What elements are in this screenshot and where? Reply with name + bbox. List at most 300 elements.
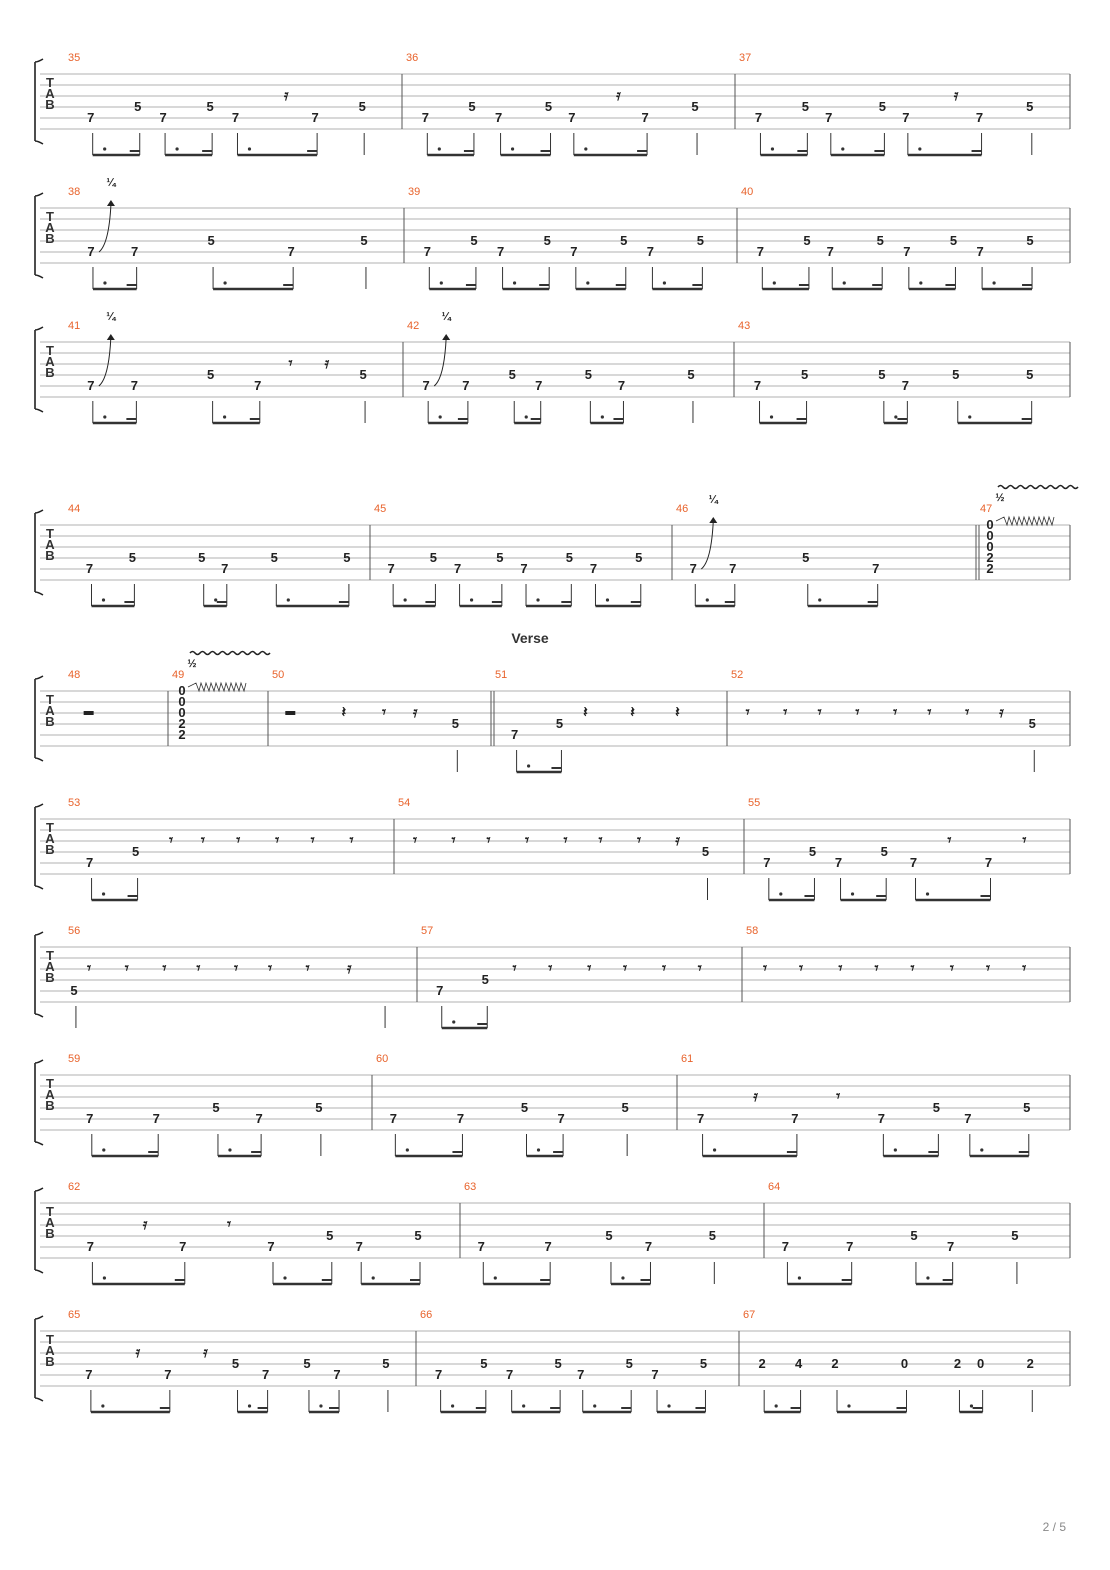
eighth-rest-icon: 𝄾	[910, 959, 915, 977]
eighth-rest-icon: 𝄾	[349, 831, 354, 849]
fret-number: 7	[641, 110, 649, 125]
fret-number: 5	[808, 844, 817, 859]
measure-40	[737, 208, 1032, 289]
measure-number: 38	[68, 186, 81, 198]
eighth-rest-icon: 𝄾	[927, 703, 932, 721]
fret-number: 5	[326, 1228, 334, 1243]
fret-number: 7	[568, 110, 576, 125]
eighth-rest-icon: 𝄾	[275, 831, 280, 849]
system-bracket	[35, 804, 43, 889]
fret-number: 5	[800, 367, 809, 382]
measure-44	[92, 584, 349, 606]
bend-label: ¼	[106, 177, 116, 189]
fret-number: 5	[1028, 716, 1036, 731]
tab-clef-letter: B	[45, 365, 55, 380]
fret-number: 5	[565, 550, 573, 565]
bend-curve	[701, 521, 713, 569]
fret-number: 7	[422, 378, 430, 393]
staff-system-3	[35, 327, 1070, 423]
eighth-rest-icon: 𝄾	[548, 959, 553, 977]
measure-50	[268, 691, 457, 772]
system-bracket	[35, 1316, 43, 1401]
eighth-rest-icon: 𝄾	[227, 1215, 231, 1233]
dot-icon	[522, 1404, 525, 1407]
bend-label: ½	[995, 492, 1005, 504]
dot-icon	[372, 1276, 375, 1279]
measure-48	[84, 711, 94, 715]
dot-icon	[214, 598, 217, 601]
eighth-rest-icon: 𝄾	[874, 959, 879, 977]
quarter-rest-icon: 𝄽	[630, 703, 635, 721]
dot-icon	[621, 1276, 624, 1279]
measure-67	[739, 1331, 1032, 1412]
fret-number: 5	[134, 99, 142, 114]
chord-fret: 0	[178, 705, 186, 720]
tab-clef-letter: A	[45, 220, 55, 235]
system-bracket	[35, 1188, 43, 1273]
dot-icon	[926, 892, 929, 895]
measure-number: 67	[743, 1309, 756, 1321]
vibrato-icon	[190, 652, 270, 655]
fret-number: 7	[164, 1367, 172, 1382]
dot-icon	[775, 1404, 778, 1407]
dot-icon	[663, 281, 666, 284]
staff-system-4	[35, 486, 1078, 607]
dot-icon	[798, 1276, 801, 1279]
dot-icon	[248, 1404, 251, 1407]
measure-58	[742, 947, 1026, 1002]
dot-icon	[102, 598, 105, 601]
fret-number: 7	[496, 244, 505, 259]
dot-icon	[223, 281, 226, 284]
sixteenth-rest-icon: 𝄿	[203, 1343, 208, 1361]
chord-fret: 0	[178, 683, 186, 698]
fret-number: 5	[621, 1100, 629, 1115]
dot-icon	[406, 1148, 409, 1151]
fret-number: 7	[462, 378, 470, 393]
fret-number: 7	[644, 1239, 653, 1254]
dot-icon	[843, 281, 846, 284]
fret-number: 2	[831, 1356, 839, 1371]
fret-number: 5	[802, 550, 810, 565]
measure-51	[491, 691, 680, 772]
fret-number: 5	[876, 233, 884, 248]
sixteenth-rest-icon: 𝄿	[675, 831, 680, 849]
fret-number: 7	[87, 244, 95, 259]
measure-number: 66	[420, 1309, 433, 1321]
fret-number: 7	[387, 561, 395, 576]
eighth-rest-icon: 𝄾	[986, 959, 990, 977]
dot-icon	[713, 1148, 716, 1151]
measure-number: 44	[68, 503, 81, 515]
tab-clef-letter: A	[45, 959, 55, 974]
tab-clef-letter: A	[45, 1343, 55, 1358]
tab-clef-letter: T	[46, 75, 54, 90]
tab-clef-letter: B	[45, 842, 55, 857]
measure-number: 50	[272, 669, 285, 681]
fret-number: 5	[1026, 233, 1034, 248]
bend-curve	[434, 338, 446, 386]
measure-number: 51	[495, 669, 508, 681]
dot-icon	[918, 147, 921, 150]
fret-number: 5	[315, 1100, 323, 1115]
fret-number: 7	[964, 1111, 972, 1126]
eighth-rest-icon: 𝄾	[745, 703, 750, 721]
fret-number: 7	[689, 561, 697, 576]
fret-number: 5	[701, 844, 710, 859]
fret-number: 5	[691, 99, 699, 114]
tab-clef-letter: T	[46, 1204, 54, 1219]
tab-clef-letter: T	[46, 209, 54, 224]
fret-number: 7	[255, 1111, 263, 1126]
vibrato-icon	[998, 486, 1078, 489]
fret-number: 7	[85, 855, 94, 870]
eighth-rest-icon: 𝄾	[381, 703, 386, 721]
eighth-rest-icon: 𝄾	[267, 959, 272, 977]
fret-number: 5	[880, 844, 888, 859]
bend-label: ¼	[441, 311, 451, 323]
fret-number: 5	[481, 972, 489, 987]
fret-number: 7	[389, 1111, 397, 1126]
tab-clef-letter: A	[45, 1215, 55, 1230]
tab-clef-letter: A	[45, 831, 55, 846]
eighth-rest-icon: 𝄾	[697, 959, 702, 977]
fret-number: 7	[825, 110, 833, 125]
dot-icon	[894, 415, 897, 418]
dot-icon	[970, 1404, 973, 1407]
measure-number: 56	[68, 925, 81, 937]
fret-number: 5	[952, 367, 960, 382]
measure-36	[402, 74, 697, 155]
fret-number: 7	[254, 378, 262, 393]
measure-42	[403, 334, 693, 423]
tab-clef-letter: A	[45, 537, 55, 552]
fret-number: 7	[756, 244, 764, 259]
dot-icon	[926, 1276, 929, 1279]
tab-clef-letter: B	[45, 1098, 55, 1113]
fret-number: 7	[984, 855, 993, 870]
eighth-rest-icon: 𝄾	[587, 959, 592, 977]
fret-number: 5	[932, 1100, 940, 1115]
fret-number: 5	[1011, 1228, 1019, 1243]
measure-number: 54	[398, 797, 411, 809]
dot-icon	[771, 147, 774, 150]
dot-icon	[606, 598, 609, 601]
measure-45	[370, 525, 641, 606]
measure-number: 64	[768, 1181, 781, 1193]
eighth-rest-icon: 𝄾	[486, 831, 491, 849]
fret-number: 7	[902, 110, 910, 125]
fret-number: 7	[557, 1111, 565, 1126]
chord-fret: 2	[986, 561, 994, 576]
chord-fret: 0	[178, 694, 186, 709]
sixteenth-rest-icon: 𝄿	[135, 1343, 141, 1361]
eighth-rest-icon: 𝄾	[637, 831, 641, 849]
dot-icon	[992, 281, 995, 284]
fret-number: 5	[878, 99, 887, 114]
dot-icon	[102, 1148, 105, 1151]
tab-clef-letter: A	[45, 1087, 55, 1102]
fret-number: 7	[86, 1111, 94, 1126]
dot-icon	[513, 281, 516, 284]
eighth-rest-icon: 𝄾	[200, 831, 205, 849]
section-label: Verse	[511, 630, 549, 646]
measure-number: 36	[406, 52, 419, 64]
fret-number: 7	[909, 855, 918, 870]
eighth-rest-icon: 𝄾	[838, 959, 843, 977]
chord-fret: 0	[986, 539, 994, 554]
dot-icon	[779, 892, 782, 895]
dot-icon	[103, 415, 106, 418]
dot-icon	[586, 281, 589, 284]
dot-icon	[584, 147, 587, 150]
fret-number: 7	[544, 1239, 552, 1254]
eighth-rest-icon: 𝄾	[623, 959, 627, 977]
fret-number: 5	[1026, 99, 1034, 114]
bend-label: ½	[187, 658, 197, 670]
fret-number: 5	[544, 99, 553, 114]
staff-system-6	[35, 804, 1070, 900]
sixteenth-rest-icon: 𝄿	[412, 703, 418, 721]
fret-number: 5	[496, 550, 504, 565]
fret-number: 7	[152, 1111, 160, 1126]
measure-number: 61	[681, 1053, 694, 1065]
eighth-rest-icon: 𝄾	[451, 831, 456, 849]
fret-number: 7	[131, 244, 139, 259]
measure-number: 39	[408, 186, 421, 198]
tab-clef-letter: T	[46, 343, 54, 358]
dot-icon	[175, 147, 178, 150]
eighth-rest-icon: 𝄾	[168, 831, 173, 849]
eighth-rest-icon: 𝄾	[947, 831, 952, 849]
chord-fret: 2	[178, 716, 186, 731]
fret-number: 5	[584, 367, 592, 382]
fret-number: 7	[221, 561, 229, 576]
fret-number: 5	[231, 1356, 240, 1371]
eighth-rest-icon: 𝄾	[965, 703, 970, 721]
fret-number: 7	[763, 855, 771, 870]
fret-number: 7	[453, 561, 462, 576]
eighth-rest-icon: 𝄾	[762, 959, 767, 977]
eighth-rest-icon: 𝄾	[836, 1087, 841, 1105]
eighth-rest-icon: 𝄾	[512, 959, 517, 977]
tab-clef-letter: B	[45, 1354, 55, 1369]
system-bracket	[35, 1060, 43, 1145]
measure-57	[417, 947, 702, 1028]
fret-number: 7	[421, 110, 429, 125]
dot-icon	[319, 1404, 322, 1407]
chord-fret: 0	[986, 528, 994, 543]
fret-number: 7	[791, 1111, 799, 1126]
dot-icon	[404, 598, 407, 601]
fret-number: 7	[456, 1111, 465, 1126]
dot-icon	[511, 147, 514, 150]
dot-icon	[706, 598, 709, 601]
measure-46	[672, 517, 878, 606]
bend-curve	[99, 338, 111, 386]
eighth-rest-icon: 𝄾	[196, 959, 201, 977]
fret-number: 7	[130, 378, 138, 393]
chord-fret: 0	[986, 517, 994, 532]
fret-number: 7	[646, 244, 655, 259]
fret-number: 0	[977, 1356, 985, 1371]
system-bracket	[35, 676, 43, 761]
measure-number: 65	[68, 1309, 81, 1321]
fret-number: 5	[696, 233, 704, 248]
eighth-rest-icon: 𝄾	[662, 959, 666, 977]
fret-number: 5	[207, 233, 215, 248]
tab-clef-letter: B	[45, 231, 55, 246]
eighth-rest-icon: 𝄾	[310, 831, 315, 849]
dot-icon	[919, 281, 922, 284]
fret-number: 5	[910, 1228, 918, 1243]
measure-37	[735, 74, 1032, 155]
fret-number: 5	[343, 550, 351, 565]
fret-number: 7	[85, 561, 94, 576]
measure-59	[92, 1134, 321, 1156]
fret-number: 5	[555, 716, 564, 731]
fret-number: 7	[877, 1111, 885, 1126]
dot-icon	[283, 1276, 286, 1279]
eighth-rest-icon: 𝄾	[563, 831, 568, 849]
fret-number: 5	[468, 99, 476, 114]
fret-number: 7	[436, 983, 444, 998]
fret-number: 5	[1026, 367, 1034, 382]
measure-number: 45	[374, 503, 387, 515]
measure-64	[764, 1203, 1017, 1284]
dot-icon	[103, 1276, 106, 1279]
fret-number: 5	[520, 1100, 529, 1115]
dot-icon	[248, 147, 251, 150]
measure-number: 35	[68, 52, 81, 64]
fret-number: 5	[605, 1228, 613, 1243]
fret-number: 7	[826, 244, 834, 259]
eighth-rest-icon: 𝄾	[234, 959, 239, 977]
measure-number: 49	[172, 669, 185, 681]
fret-number: 5	[429, 550, 438, 565]
bend-label: ¼	[106, 311, 116, 323]
eighth-rest-icon: 𝄾	[1022, 959, 1027, 977]
eighth-rest-icon: 𝄾	[87, 959, 92, 977]
staff-system-2	[35, 193, 1070, 289]
fret-number: 7	[231, 110, 240, 125]
fret-number: 7	[901, 378, 909, 393]
eighth-rest-icon: 𝄾	[124, 959, 129, 977]
tab-clef-letter: A	[45, 703, 55, 718]
tab-clef-letter: B	[45, 1226, 55, 1241]
sixteenth-rest-icon: 𝄿	[324, 354, 330, 372]
fret-number: 4	[794, 1356, 803, 1371]
fret-number: 2	[758, 1356, 766, 1371]
fret-number: 5	[70, 983, 78, 998]
fret-number: 2	[1026, 1356, 1034, 1371]
fret-number: 5	[206, 99, 214, 114]
measure-number: 57	[421, 925, 434, 937]
system-bracket	[35, 932, 43, 1017]
fret-number: 7	[947, 1239, 955, 1254]
measure-number: 42	[407, 320, 420, 332]
page-number: 2 / 5	[1042, 1520, 1066, 1534]
eighth-rest-icon: 𝄾	[162, 959, 167, 977]
fret-number: 7	[834, 855, 843, 870]
fret-number: 5	[414, 1228, 422, 1243]
sixteenth-rest-icon: 𝄿	[999, 703, 1004, 721]
fret-number: 7	[423, 244, 431, 259]
fret-number: 7	[651, 1367, 659, 1382]
sixteenth-rest-icon: 𝄿	[283, 86, 289, 104]
tab-clef-letter: A	[45, 354, 55, 369]
dot-icon	[223, 415, 226, 418]
fret-number: 5	[360, 233, 368, 248]
tab-clef-letter: A	[45, 86, 55, 101]
sixteenth-rest-icon: 𝄿	[346, 959, 352, 977]
fret-number: 5	[949, 233, 958, 248]
fret-number: 7	[781, 1239, 790, 1254]
slide-trill-icon	[188, 683, 246, 691]
fret-number: 7	[267, 1239, 275, 1254]
measure-number: 40	[741, 186, 754, 198]
measure-52	[727, 691, 1034, 772]
system-bracket	[35, 193, 43, 278]
eighth-rest-icon: 𝄾	[413, 831, 417, 849]
fret-number: 7	[617, 378, 626, 393]
dot-icon	[527, 764, 530, 767]
dot-icon	[593, 1404, 596, 1407]
fret-number: 7	[86, 1239, 95, 1254]
fret-number: 7	[87, 378, 95, 393]
fret-number: 5	[699, 1356, 708, 1371]
measure-number: 48	[68, 669, 81, 681]
fret-number: 5	[382, 1356, 390, 1371]
measure-39	[404, 208, 702, 289]
eighth-rest-icon: 𝄾	[949, 959, 954, 977]
measure-number: 53	[68, 797, 81, 809]
system-bracket	[35, 327, 43, 412]
fret-number: 5	[128, 550, 137, 565]
eighth-rest-icon: 𝄾	[236, 831, 241, 849]
tab-clef-letter: T	[46, 692, 54, 707]
tab-clef-letter: T	[46, 526, 54, 541]
measure-66	[416, 1331, 708, 1412]
measure-number: 46	[676, 503, 689, 515]
measure-number: 41	[68, 320, 81, 332]
staff-system-10	[35, 1316, 1070, 1412]
fret-number: 7	[754, 110, 763, 125]
fret-number: 5	[358, 99, 366, 114]
bend-label: ¼	[708, 494, 718, 506]
fret-number: 7	[434, 1367, 443, 1382]
dot-icon	[980, 1148, 983, 1151]
staff-system-7	[35, 932, 1070, 1028]
eighth-rest-icon: 𝄾	[817, 703, 822, 721]
tab-clef-letter: B	[45, 714, 55, 729]
sixteenth-rest-icon: 𝄿	[616, 86, 621, 104]
fret-number: 5	[206, 367, 215, 382]
fret-number: 7	[494, 110, 503, 125]
measure-60	[372, 1075, 627, 1156]
dot-icon	[101, 1404, 104, 1407]
fret-number: 7	[535, 378, 543, 393]
fret-number: 0	[900, 1356, 909, 1371]
fret-number: 7	[506, 1367, 514, 1382]
eighth-rest-icon: 𝄾	[288, 354, 293, 372]
slide-trill-icon	[996, 517, 1054, 525]
fret-number: 5	[878, 367, 886, 382]
staff-system-8	[35, 1060, 1070, 1156]
fret-number: 7	[179, 1239, 187, 1254]
measure-61	[677, 1075, 1029, 1156]
chord-fret: 2	[986, 550, 994, 565]
